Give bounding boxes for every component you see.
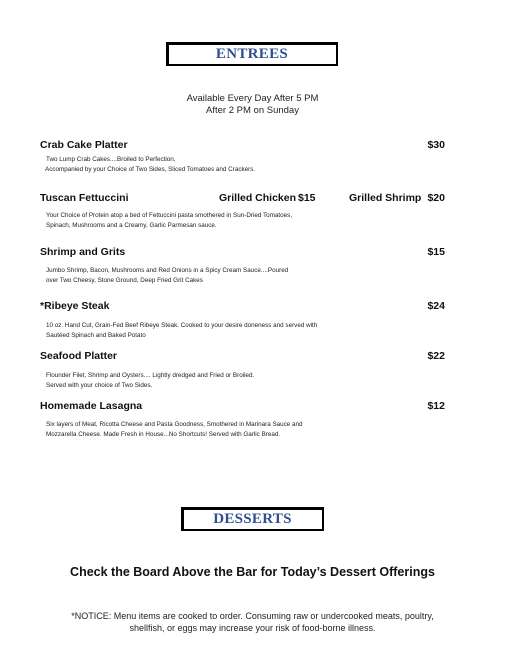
availability-line-2: After 2 PM on Sunday (206, 105, 299, 116)
item-crab-cake-platter-description (46, 155, 366, 174)
dessert-board-text: Check the Board Above the Bar for Today’s Dessert Offerings (70, 565, 435, 579)
item-shrimp-and-grits-description (46, 266, 366, 285)
item-ribeye-steak-name: *Ribeye Steak (40, 300, 110, 312)
item-seafood-platter-name: Seafood Platter (40, 350, 118, 362)
description-line: Served with your choice of Two Sides. (46, 381, 153, 389)
description-line: Sautéed Spinach and Baked Potato (46, 331, 146, 339)
notice-line-1: *NOTICE: Menu items are cooked to order. Consuming raw or undercooked meats, poultry, (71, 611, 434, 621)
description-line: Accompanied by your Choice of Two Sides, Sliced Tomatoes and Crackers. (45, 165, 256, 173)
item-seafood-platter-price: $22 (427, 350, 445, 362)
item-ribeye-steak-description (46, 321, 366, 340)
item-homemade-lasagna-price: $12 (427, 400, 445, 412)
option-grilled-chicken-label: Grilled Chicken (219, 192, 297, 204)
item-ribeye-steak-price: $24 (427, 300, 445, 312)
description-line: Six layers of Meat, Ricotta Cheese and Pasta Goodness, Smothered in Marinara Sauce and (46, 421, 303, 428)
description-line: 10 oz. Hand Cut, Grain-Fed Beef Ribeye Steak. Cooked to your desire doneness and served with (46, 322, 318, 329)
item-seafood-platter-description (46, 371, 366, 390)
item-shrimp-and-grits-name: Shrimp and Grits (40, 246, 126, 258)
item-tuscan-fettuccini-name: Tuscan Fettuccini (40, 192, 129, 204)
description-line: over Two Cheesy, Stone Ground, Deep Fried Grit Cakes (46, 276, 203, 284)
option-grilled-chicken-price: $15 (298, 192, 316, 204)
entrees-heading: ENTREES (166, 42, 338, 66)
description-line: Your Choice of Protein atop a bed of Fettuccini pasta smothered in Sun-Dried Tomatoes, (46, 212, 293, 219)
description-line: Flounder Filet, Shrimp and Oysters.... Lightly dredged and Fried or Broiled. (46, 372, 255, 379)
description-line: Jumbo Shrimp, Bacon, Mushrooms and Red Onions in a Spicy Cream Sauce....Poured (46, 267, 289, 274)
desserts-heading: DESSERTS (181, 507, 324, 531)
option-grilled-shrimp-price: $20 (427, 192, 445, 204)
item-crab-cake-platter-name: Crab Cake Platter (40, 139, 128, 151)
item-tuscan-fettuccini-description (46, 211, 366, 230)
description-line: Spinach, Mushrooms and a Creamy, Garlic Parmesan sauce. (46, 221, 217, 229)
item-crab-cake-platter-price: $30 (427, 139, 445, 151)
item-homemade-lasagna-name: Homemade Lasagna (40, 400, 143, 412)
description-line: Two Lump Crab Cakes....Broiled to Perfection, (46, 156, 176, 163)
item-shrimp-and-grits-price: $15 (427, 246, 445, 258)
item-homemade-lasagna-description (46, 420, 366, 439)
availability-line-1: Available Every Day After 5 PM (186, 93, 319, 104)
food-safety-notice (0, 610, 505, 634)
description-line: Mozzarella Cheese. Made Fresh in House...No Shortcuts! Served with Garlic Bread. (46, 430, 281, 438)
option-grilled-shrimp-label: Grilled Shrimp (349, 192, 422, 204)
notice-line-2: shellfish, or eggs may increase your risk of food-borne illness. (129, 623, 376, 633)
